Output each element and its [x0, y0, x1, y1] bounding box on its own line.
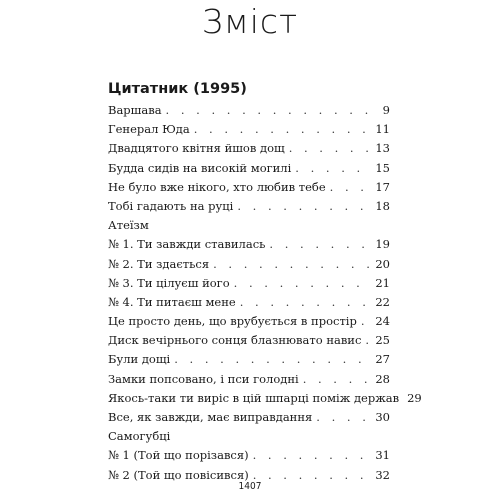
toc-entry-page: 28 [375, 371, 390, 386]
toc-entry-page: 9 [382, 103, 390, 117]
toc-entry-title: Все, як завжди, має виправдання [108, 410, 313, 424]
toc-entry-page: 11 [375, 122, 390, 137]
toc-entry-page: 15 [375, 160, 390, 175]
page-number: 1407 [238, 481, 262, 492]
toc-entry[interactable] [108, 139, 390, 158]
toc-entry-page: 19 [375, 237, 390, 252]
dot-leader [166, 101, 379, 120]
toc-entry-page: 13 [375, 141, 390, 156]
toc-group-heading [108, 427, 390, 446]
dot-leader [213, 255, 371, 274]
dot-leader [174, 350, 371, 369]
toc-group-heading [108, 216, 390, 235]
toc-entry-page: 29 [407, 390, 422, 405]
toc-entry[interactable] [108, 159, 390, 178]
toc-entry[interactable] [108, 446, 390, 465]
toc-entry-title: Тобі гадають на руці [108, 198, 234, 213]
toc-entry-page: 22 [375, 294, 390, 309]
toc-entry-title: Будда сидів на високій могилі [108, 160, 292, 175]
toc-entry-title: Двадцятого квітня йшов дощ [108, 141, 285, 156]
toc-entry[interactable] [108, 178, 390, 197]
dot-leader [237, 197, 371, 216]
section-heading: Цитатник (1995) [108, 81, 247, 97]
toc-entry-title: № 4. Ти питаєш мене [108, 294, 236, 309]
toc-entry-page: 24 [375, 314, 390, 329]
toc-entry-title: Не було вже нікого, хто любив тебе [108, 179, 326, 194]
toc-group-title: Самогубці [108, 429, 171, 444]
dot-leader [361, 312, 372, 331]
dot-leader [316, 408, 371, 427]
toc-entry[interactable] [108, 255, 390, 274]
toc-entry-title: Це просто день, що врубується в простір [108, 314, 357, 329]
dot-leader [269, 235, 371, 254]
dot-leader [303, 370, 372, 389]
dot-leader [295, 159, 371, 178]
toc-entry[interactable] [108, 274, 390, 293]
toc-entry-page: 20 [375, 256, 390, 271]
toc-entry-page: 27 [375, 352, 390, 367]
dot-leader [365, 331, 371, 350]
toc-entry[interactable] [108, 120, 390, 139]
toc-entry-title: № 2 (Той що повісився) [108, 467, 249, 482]
page-title: Зміст [201, 2, 299, 41]
dot-leader [194, 120, 372, 139]
toc-entry-title: № 1 (Той що порізався) [108, 448, 249, 463]
toc-entry-title: Були дощі [108, 352, 171, 367]
toc-group-title: Атеїзм [108, 218, 149, 233]
toc-entry-page: 25 [375, 333, 390, 348]
toc-entry-page: 32 [375, 467, 390, 482]
toc-entry-title: № 2. Ти здається [108, 256, 210, 271]
dot-leader [330, 178, 372, 197]
toc-entry[interactable] [108, 101, 390, 120]
toc-entry[interactable] [108, 350, 390, 369]
toc-entry-title: Якось-таки ти виріс в цій шпарці поміж держав [108, 390, 400, 405]
toc-entry[interactable] [108, 389, 422, 408]
toc-entry-page: 18 [375, 198, 390, 213]
toc-entry[interactable] [108, 331, 390, 350]
dot-leader [240, 293, 372, 312]
toc-entry-page: 31 [375, 448, 390, 463]
toc-entry-title: Генерал Юда [108, 122, 190, 137]
toc-entry-title: № 3. Ти цілуєш його [108, 275, 230, 290]
toc-entry[interactable] [108, 370, 390, 389]
toc-entry[interactable] [108, 312, 390, 331]
toc-entry[interactable] [108, 293, 390, 312]
toc-entry-page: 17 [375, 179, 390, 194]
toc-entry-page: 21 [375, 275, 390, 290]
table-of-contents [108, 101, 422, 485]
toc-entry-title: Диск вечірнього сонця блазнювато навис [108, 333, 362, 348]
toc-entry-title: Замки попсовано, і пси голодні [108, 371, 299, 386]
toc-entry[interactable] [108, 408, 390, 427]
toc-entry-page: 30 [375, 410, 390, 424]
toc-entry-title: № 1. Ти завжди ставилась [108, 237, 266, 252]
toc-entry[interactable] [108, 235, 390, 254]
dot-leader [253, 446, 372, 465]
toc-entry[interactable] [108, 197, 390, 216]
toc-entry-title: Варшава [108, 103, 162, 117]
dot-leader [234, 274, 372, 293]
dot-leader [289, 139, 372, 158]
